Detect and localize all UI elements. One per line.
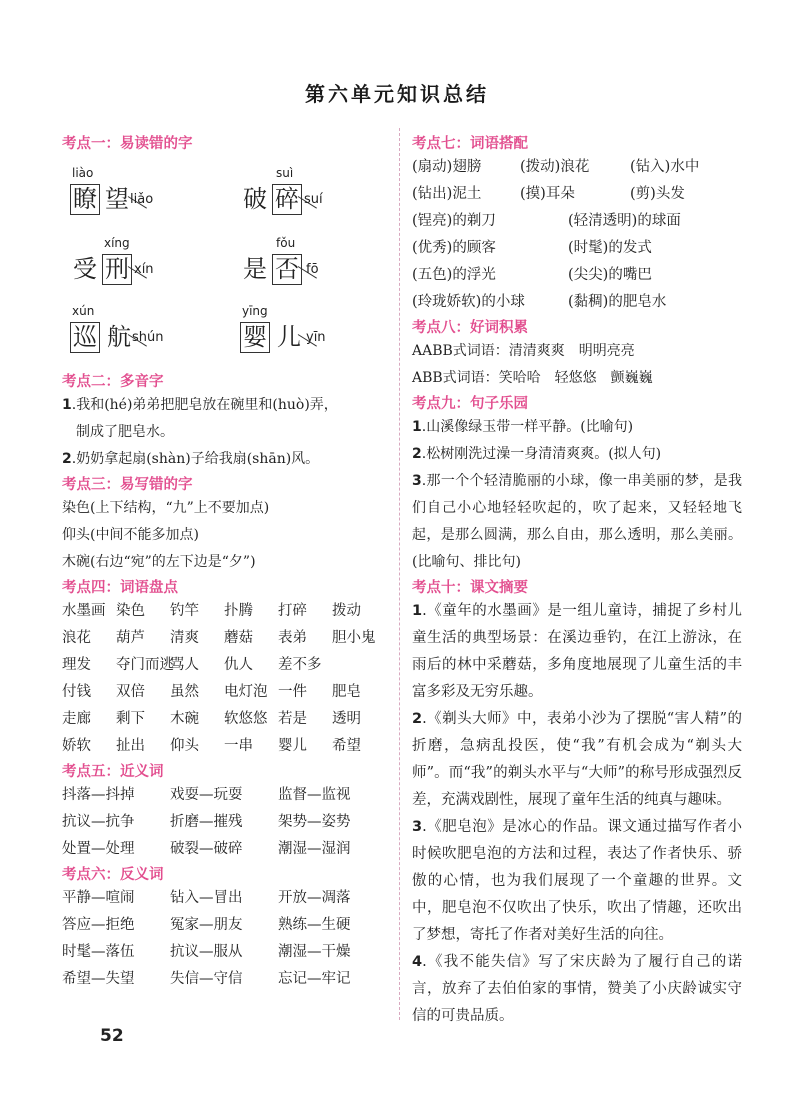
wrong-pinyin: yīn xyxy=(306,330,326,345)
highlighted-char: 刑 xyxy=(102,254,132,285)
collocation-cell: (锃亮)的剃刀 xyxy=(412,213,496,229)
list-item-cont: 制成了肥皂水。 xyxy=(76,424,174,440)
word-cell: 一串 xyxy=(224,738,253,754)
word-cell: 胆小鬼 xyxy=(332,630,376,646)
word-pair-cell: 开放—凋落 xyxy=(278,890,351,906)
char: 受 xyxy=(73,255,97,283)
word-pair-cell: 戏耍—玩耍 xyxy=(170,787,243,803)
text-line: 仰头(中间不能多加点) xyxy=(62,527,199,543)
word-pair-cell: 失信—守信 xyxy=(170,971,243,987)
column-divider xyxy=(399,128,400,1020)
highlighted-char: 否 xyxy=(272,254,302,285)
collocation-cell: (黏稠)的肥皂水 xyxy=(568,294,667,310)
table-row xyxy=(62,836,384,863)
table-row xyxy=(412,154,742,181)
word-pair-cell: 钻入—冒出 xyxy=(170,890,243,906)
collocation-cell: (时髦)的发式 xyxy=(568,240,652,256)
table-row xyxy=(62,966,384,993)
collocation-cell: (摸)耳朵 xyxy=(520,186,575,202)
section-header: 考点六：反义词 xyxy=(62,867,164,883)
word-cell: 肥皂 xyxy=(332,684,361,700)
collocation-cell: (尖尖)的嘴巴 xyxy=(568,267,652,283)
correct-pinyin: xún xyxy=(72,304,95,318)
list-item: 2.奶奶拿起扇(shàn)子给我扇(shān)风。 xyxy=(62,451,320,467)
list-item: 3.那一个个轻清脆丽的小球，像一串美丽的梦，是我们自己小心地轻轻吹起的，吹了起来，又轻轻地飞起，是那么圆满，那么自由，那么透明，那么美丽。(比喻句、排比句) xyxy=(412,473,742,570)
list-item: 4.《我不能失信》写了宋庆龄为了履行自己的诺言，放弃了去伯伯家的事情，赞美了小庆龄诚实守信的可贵品质。 xyxy=(412,954,742,1024)
wrong-pinyin: liǎo xyxy=(130,192,154,207)
word-pair-cell: 抗议—服从 xyxy=(170,944,243,960)
table-row xyxy=(412,208,742,235)
left-column xyxy=(62,128,384,993)
word-pair-cell: 抗议—抗争 xyxy=(62,814,135,830)
table-row xyxy=(412,235,742,262)
synonym-list xyxy=(62,782,384,863)
correct-pinyin: xíng xyxy=(104,236,130,250)
word-pair-cell: 破裂—破碎 xyxy=(170,841,243,857)
word-cell: 钓竿 xyxy=(170,603,199,619)
correct-pinyin: fǒu xyxy=(276,236,296,250)
word-pair-cell: 架势—姿势 xyxy=(278,814,351,830)
word-cell: 虽然 xyxy=(170,684,199,700)
word-cell: 若是 xyxy=(278,711,307,727)
char: 是 xyxy=(243,255,267,283)
word-cell: 扯出 xyxy=(116,738,145,754)
collocation-cell: (钻出)泥土 xyxy=(412,186,482,202)
word-cell: 娇软 xyxy=(62,738,91,754)
word-cell: 浪花 xyxy=(62,630,91,646)
section-header: 考点一：易读错的字 xyxy=(62,136,193,152)
table-row xyxy=(62,885,384,912)
word-list xyxy=(62,598,384,760)
word-pair-cell: 忘记—牢记 xyxy=(278,971,351,987)
table-row xyxy=(412,181,742,208)
word-pair-cell: 熟练—生硬 xyxy=(278,917,351,933)
word-cell: 蘑菇 xyxy=(224,630,253,646)
wrong-pinyin: fō xyxy=(306,262,319,277)
easy-misread-characters xyxy=(62,154,384,366)
section-header: 考点八：好词积累 xyxy=(412,320,528,336)
text-line: AABB式词语：清清爽爽 明明亮亮 xyxy=(412,343,635,359)
collocation-cell: (五色)的浮光 xyxy=(412,267,496,283)
word-pair-cell: 答应—拒绝 xyxy=(62,917,135,933)
collocation-list xyxy=(412,154,742,316)
wrong-pinyin: shún xyxy=(132,330,164,345)
highlighted-char: 瞭 xyxy=(70,184,100,215)
list-item: 2.松树刚洗过澡一身清清爽爽。(拟人句) xyxy=(412,446,662,462)
correct-pinyin: liào xyxy=(72,166,94,180)
section-header: 考点三：易写错的字 xyxy=(62,477,193,493)
table-row xyxy=(62,912,384,939)
table-row xyxy=(62,652,384,679)
word-pair-cell: 冤家—朋友 xyxy=(170,917,243,933)
section-header: 考点二：多音字 xyxy=(62,374,164,390)
wrong-pinyin: xín xyxy=(134,262,154,277)
word-cell: 剩下 xyxy=(116,711,145,727)
text-line: 染色(上下结构，“九”上不要加点) xyxy=(62,500,270,516)
collocation-cell: (钻入)水中 xyxy=(630,159,700,175)
word-pair-cell: 平静—喧闹 xyxy=(62,890,135,906)
word-cell: 走廊 xyxy=(62,711,91,727)
word-cell: 双倍 xyxy=(116,684,145,700)
word-cell: 婴儿 xyxy=(278,738,307,754)
section-header: 考点五：近义词 xyxy=(62,764,164,780)
table-row xyxy=(62,939,384,966)
word-pair-cell: 希望—失望 xyxy=(62,971,135,987)
word-pair-cell: 抖落—抖掉 xyxy=(62,787,135,803)
word-cell: 差不多 xyxy=(278,657,322,673)
correct-pinyin: suì xyxy=(276,166,294,180)
word-cell: 木碗 xyxy=(170,711,199,727)
word-cell: 拨动 xyxy=(332,603,361,619)
correct-pinyin: yīng xyxy=(242,304,268,318)
collocation-cell: (玲珑娇软)的小球 xyxy=(412,294,525,310)
table-row xyxy=(412,289,742,316)
collocation-cell: (优秀)的顾客 xyxy=(412,240,496,256)
word-cell: 希望 xyxy=(332,738,361,754)
word-cell: 仇人 xyxy=(224,657,253,673)
antonym-list xyxy=(62,885,384,993)
word-cell: 软悠悠 xyxy=(224,711,268,727)
word-cell: 表弟 xyxy=(278,630,307,646)
word-pair-cell: 时髦—落伍 xyxy=(62,944,135,960)
word-cell: 电灯泡 xyxy=(224,684,268,700)
page-title: 第六单元知识总结 xyxy=(305,82,489,106)
section-header: 考点十：课文摘要 xyxy=(412,580,528,596)
list-item: 1.我和(hé)弟弟把肥皂放在碗里和(huò)弄， xyxy=(62,397,338,413)
collocation-cell: (扇动)翅膀 xyxy=(412,159,482,175)
list-item: 3.《肥皂泡》是冰心的作品。课文通过描写作者小时候吹肥皂泡的方法和过程，表达了作者快乐、骄傲的心情，也为我们展现了一个童趣的世界。文中，肥皂泡不仅吹出了快乐，吹出了情趣，还吹出了梦想，寄托了作者对美好生活的向往。 xyxy=(412,819,742,943)
word-cell: 扑腾 xyxy=(224,603,253,619)
page-number: 52 xyxy=(100,1026,124,1046)
wrong-pinyin: suí xyxy=(304,192,323,207)
table-row xyxy=(62,625,384,652)
table-row xyxy=(412,262,742,289)
text-line: ABB式词语：笑哈哈 轻悠悠 颤巍巍 xyxy=(412,370,653,386)
table-row xyxy=(62,782,384,809)
table-row xyxy=(62,706,384,733)
highlighted-char: 巡 xyxy=(70,322,100,353)
word-cell: 一件 xyxy=(278,684,307,700)
word-cell: 仰头 xyxy=(170,738,199,754)
word-cell: 理发 xyxy=(62,657,91,673)
right-column xyxy=(412,128,742,1030)
table-row xyxy=(62,679,384,706)
char: 航 xyxy=(107,323,131,351)
list-item: 1.山溪像绿玉带一样平静。(比喻句) xyxy=(412,419,634,435)
word-cell: 染色 xyxy=(116,603,145,619)
list-item: 2.《剃头大师》中，表弟小沙为了摆脱“害人精”的折磨，急病乱投医，使“我”有机会成为“剃头大师”。而“我”的剃头水平与“大师”的称号形成强烈反差，充满戏剧性，展现了童年生活的纯真与趣味。 xyxy=(412,711,742,808)
table-row xyxy=(62,733,384,760)
highlighted-char: 婴 xyxy=(240,322,270,353)
word-pair-cell: 监督—监视 xyxy=(278,787,351,803)
char: 望 xyxy=(105,185,129,213)
word-cell: 葫芦 xyxy=(116,630,145,646)
word-cell: 打碎 xyxy=(278,603,307,619)
word-pair-cell: 潮湿—湿润 xyxy=(278,841,351,857)
collocation-cell: (剪)头发 xyxy=(630,186,685,202)
word-pair-cell: 处置—处理 xyxy=(62,841,135,857)
char: 破 xyxy=(243,185,267,213)
collocation-cell: (轻清透明)的球面 xyxy=(568,213,681,229)
word-pair-cell: 折磨—摧残 xyxy=(170,814,243,830)
table-row xyxy=(62,809,384,836)
section-header: 考点七：词语搭配 xyxy=(412,136,528,152)
collocation-cell: (拨动)浪花 xyxy=(520,159,590,175)
word-cell: 水墨画 xyxy=(62,603,106,619)
section-header: 考点四：词语盘点 xyxy=(62,580,178,596)
section-header: 考点九：句子乐园 xyxy=(412,396,528,412)
word-cell: 骂人 xyxy=(170,657,199,673)
list-item: 1.《童年的水墨画》是一组儿童诗，捕捉了乡村儿童生活的典型场景：在溪边垂钓，在江上游泳，在雨后的林中采蘑菇，多角度地展现了儿童生活的丰富多彩及无穷乐趣。 xyxy=(412,603,742,700)
word-cell: 夺门而逃 xyxy=(116,657,174,673)
word-cell: 付钱 xyxy=(62,684,91,700)
word-pair-cell: 潮湿—干燥 xyxy=(278,944,351,960)
table-row xyxy=(62,598,384,625)
word-cell: 清爽 xyxy=(170,630,199,646)
word-cell: 透明 xyxy=(332,711,361,727)
text-line: 木碗(右边“宛”的左下边是“夕”) xyxy=(62,554,256,570)
highlighted-char: 碎 xyxy=(272,184,302,215)
char: 儿 xyxy=(277,323,301,351)
